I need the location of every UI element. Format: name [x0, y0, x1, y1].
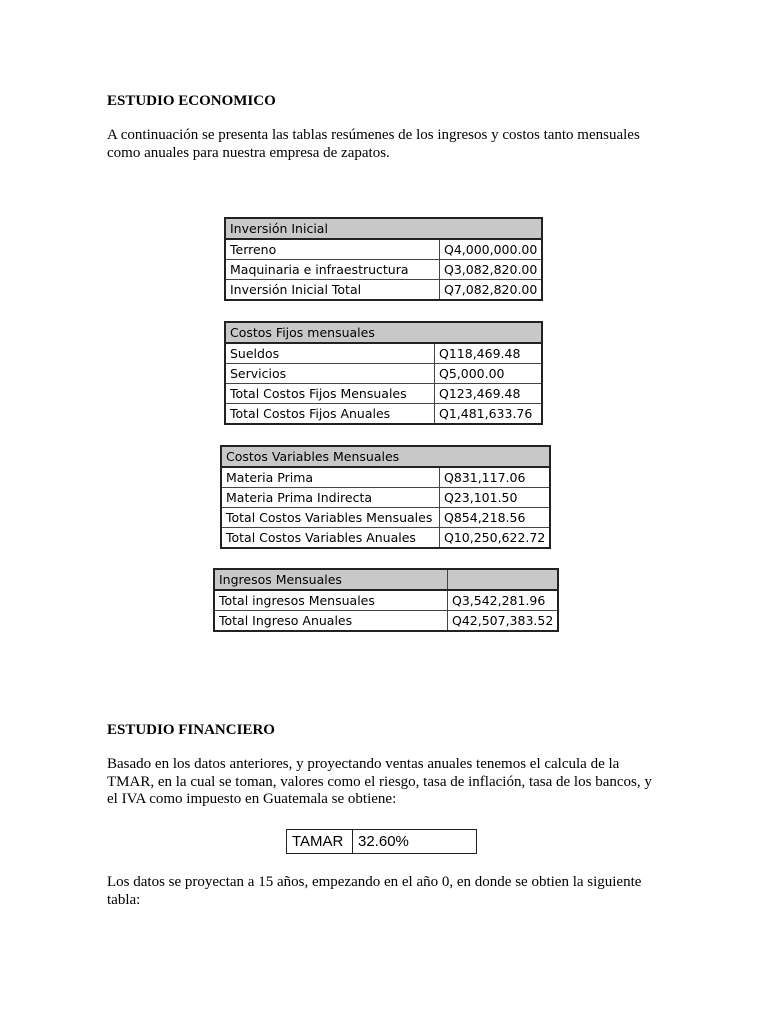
row-value: Q4,000,000.00	[440, 239, 543, 260]
table-row	[221, 508, 550, 528]
row-value: Q1,481,633.76	[435, 404, 543, 425]
ingresos-table	[213, 568, 559, 632]
row-label: Terreno	[225, 239, 440, 260]
row-value: Q123,469.48	[435, 384, 543, 404]
table-row	[225, 404, 542, 425]
table-row	[225, 384, 542, 404]
row-value: Q854,218.56	[440, 508, 551, 528]
table-row	[221, 528, 550, 549]
tamar-value: 32.60%	[353, 830, 477, 854]
table-title: Ingresos Mensuales	[214, 569, 448, 590]
table-row	[225, 260, 542, 280]
row-value: Q23,101.50	[440, 488, 551, 508]
row-label: Total Costos Variables Mensuales	[221, 508, 440, 528]
costos-variables-table	[220, 445, 551, 549]
table-title: Costos Variables Mensuales	[221, 446, 550, 467]
row-label: Total Costos Variables Anuales	[221, 528, 440, 549]
closing-paragraph: Los datos se proyectan a 15 años, empezando en el año 0, en donde se obtien la siguiente tabla:	[107, 874, 642, 908]
table-title: Costos Fijos mensuales	[225, 322, 542, 343]
row-value: Q831,117.06	[440, 467, 551, 488]
table-row	[225, 239, 542, 260]
table-row	[221, 467, 550, 488]
row-label: Inversión Inicial Total	[225, 280, 440, 301]
row-label: Total Ingreso Anuales	[214, 611, 448, 632]
table-title: Inversión Inicial	[225, 218, 542, 239]
row-label: Materia Prima	[221, 467, 440, 488]
section-heading-economico: ESTUDIO ECONOMICO	[107, 93, 276, 109]
row-label: Total Costos Fijos Anuales	[225, 404, 435, 425]
row-value: Q5,000.00	[435, 364, 543, 384]
table-row	[214, 590, 558, 611]
row-value: Q118,469.48	[435, 343, 543, 364]
row-label: Total Costos Fijos Mensuales	[225, 384, 435, 404]
row-label: Materia Prima Indirecta	[221, 488, 440, 508]
financiero-paragraph: Basado en los datos anteriores, y proyectando ventas anuales tenemos el calcula de la TMAR, en la cual se toman, valores como el riesgo, tasa de inflación, tasa de los bancos, y el IVA como impuesto en Guatemala se obtiene:	[107, 756, 652, 807]
row-label: Servicios	[225, 364, 435, 384]
intro-paragraph: A continuación se presenta las tablas resúmenes de los ingresos y costos tanto mensuales como anuales para nuestra empresa de zapatos.	[107, 127, 640, 161]
costos-fijos-table	[224, 321, 543, 425]
row-label: Total ingresos Mensuales	[214, 590, 448, 611]
row-label: Maquinaria e infraestructura	[225, 260, 440, 280]
row-value: Q42,507,383.52	[448, 611, 559, 632]
tamar-table	[286, 829, 477, 854]
row-value: Q3,542,281.96	[448, 590, 559, 611]
table-title-empty	[448, 569, 559, 590]
inversion-inicial-table	[224, 217, 543, 301]
table-row	[225, 343, 542, 364]
row-label: Sueldos	[225, 343, 435, 364]
table-row	[225, 280, 542, 301]
table-row	[221, 488, 550, 508]
tamar-label: TAMAR	[287, 830, 353, 854]
row-value: Q3,082,820.00	[440, 260, 543, 280]
section-heading-financiero: ESTUDIO FINANCIERO	[107, 722, 275, 738]
row-value: Q7,082,820.00	[440, 280, 543, 301]
table-row	[214, 611, 558, 632]
table-row	[225, 364, 542, 384]
row-value: Q10,250,622.72	[440, 528, 551, 549]
